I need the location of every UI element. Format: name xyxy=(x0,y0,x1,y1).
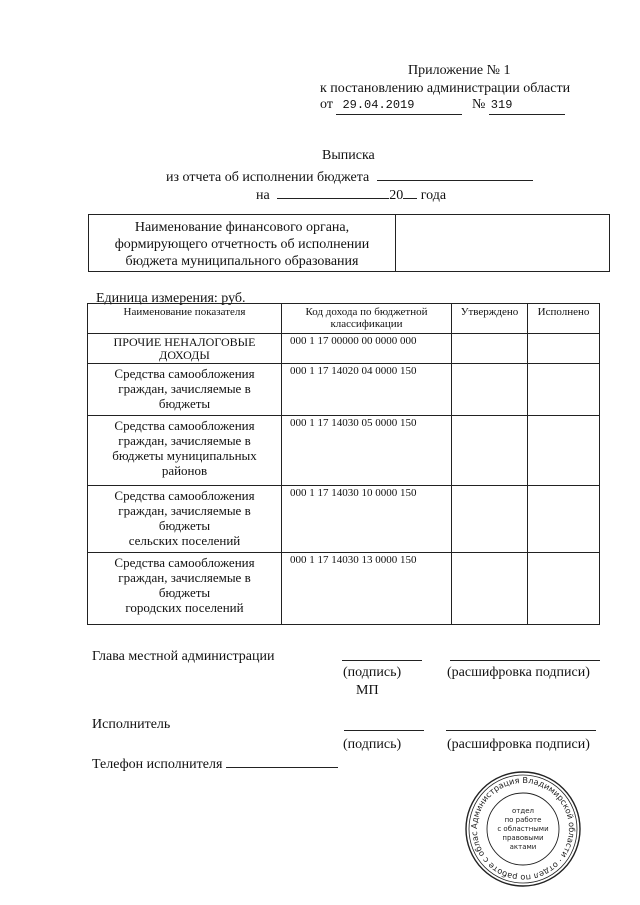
stamp-center-line: по работе xyxy=(504,816,542,824)
year-prefix: 20 xyxy=(389,188,404,203)
finance-organ-label-3: бюджета муниципального образования xyxy=(125,254,359,269)
row-name-line: ДОХОДЫ xyxy=(159,348,210,362)
stamp-svg xyxy=(464,770,582,888)
executor-decoding-hint: (расшифровка подписи) xyxy=(447,737,590,752)
row-name xyxy=(88,364,282,416)
executor-decoding-line xyxy=(446,730,596,731)
number-label: № xyxy=(471,97,486,112)
header-code-line1: Код дохода по бюджетной xyxy=(305,306,428,318)
row-approved xyxy=(452,553,528,625)
executor-signature-line xyxy=(344,730,424,731)
row-name-line: районов xyxy=(161,463,208,478)
row-code: 000 1 17 00000 00 0000 000 xyxy=(282,334,452,364)
budget-name-blank xyxy=(377,166,533,181)
row-name-line: Средства самообложения xyxy=(114,366,255,381)
stamp-center-line: правовыми xyxy=(502,834,544,842)
stamp-ring-text: Администрация Владимирской области · отдел по работе с облас xyxy=(468,774,578,884)
head-label: Глава местной администрации xyxy=(92,649,275,664)
extract-date xyxy=(256,184,446,204)
row-executed xyxy=(528,553,600,625)
extract-subtitle-text: из отчета об исполнении бюджета xyxy=(166,170,370,185)
row-name-line: Средства самообложения xyxy=(114,555,255,570)
year-label: года xyxy=(420,188,447,203)
row-name-line: сельских поселений xyxy=(128,533,241,548)
row-approved xyxy=(452,416,528,486)
executor-label: Исполнитель xyxy=(92,717,171,732)
row-name-line: городских поселений xyxy=(125,600,244,615)
phone-label: Телефон исполнителя xyxy=(92,757,223,772)
row-name xyxy=(88,416,282,486)
header-code-line2: классификации xyxy=(330,318,403,330)
decree-number: 319 xyxy=(489,97,565,115)
decree-date: 29.04.2019 xyxy=(336,97,462,115)
table-row xyxy=(88,416,600,486)
row-name-line: граждан, зачисляемые в xyxy=(118,503,251,518)
executor-signature-hint: (подпись) xyxy=(343,737,402,752)
table-row xyxy=(88,486,600,553)
stamp-center-line: актами xyxy=(509,843,537,851)
header-approved: Утверждено xyxy=(452,304,528,334)
stamp-center-line: отдел xyxy=(512,807,534,815)
finance-organ-label-2: формирующего отчетность об исполнении xyxy=(114,237,370,252)
date-blank xyxy=(277,184,389,199)
row-approved xyxy=(452,364,528,416)
row-name-line: бюджеты xyxy=(158,396,211,411)
on-label: на xyxy=(256,188,270,203)
header-name: Наименование показателя xyxy=(88,304,282,334)
header-code xyxy=(282,304,452,334)
row-name xyxy=(88,553,282,625)
row-executed xyxy=(528,364,600,416)
decree-date-number xyxy=(320,96,565,115)
finance-organ-label-1: Наименование финансового органа, xyxy=(134,220,350,235)
row-approved xyxy=(452,486,528,553)
row-name xyxy=(88,334,282,364)
row-name-line: бюджеты xyxy=(158,585,211,600)
table-row xyxy=(88,364,600,416)
row-name-line: граждан, зачисляемые в xyxy=(118,570,251,585)
year-blank xyxy=(403,184,417,199)
extract-title: Выписка xyxy=(322,148,375,163)
units-label: Единица измерения: руб. xyxy=(96,291,246,306)
row-code: 000 1 17 14030 10 0000 150 xyxy=(282,486,452,553)
row-executed xyxy=(528,486,600,553)
extract-subtitle xyxy=(166,166,533,186)
stamp-center-line: с областными xyxy=(497,825,549,833)
head-signature-hint: (подпись) xyxy=(343,665,402,680)
head-decoding-line xyxy=(450,660,600,661)
finance-organ-table xyxy=(88,214,610,272)
phone-row xyxy=(92,753,338,773)
finance-organ-label-cell xyxy=(89,215,396,271)
row-code: 000 1 17 14030 05 0000 150 xyxy=(282,416,452,486)
row-name xyxy=(88,486,282,553)
decree-label: к постановлению администрации области xyxy=(320,81,571,96)
row-name-line: ПРОЧИЕ НЕНАЛОГОВЫЕ xyxy=(113,335,256,349)
row-code: 000 1 17 14030 13 0000 150 xyxy=(282,553,452,625)
row-name-line: граждан, зачисляемые в xyxy=(118,381,251,396)
table-row xyxy=(88,553,600,625)
official-stamp xyxy=(464,770,582,888)
row-approved xyxy=(452,334,528,364)
appendix-label: Приложение № 1 xyxy=(408,63,511,78)
income-table xyxy=(87,303,600,625)
row-name-line: бюджеты xyxy=(158,518,211,533)
row-name-line: Средства самообложения xyxy=(114,488,255,503)
row-name-line: граждан, зачисляемые в xyxy=(118,433,251,448)
table-row xyxy=(88,334,600,364)
table-header-row xyxy=(88,304,600,334)
row-executed xyxy=(528,334,600,364)
seal-label: МП xyxy=(356,683,379,698)
from-label: от xyxy=(320,97,333,112)
head-decoding-hint: (расшифровка подписи) xyxy=(447,665,590,680)
row-name-line: Средства самообложения xyxy=(114,418,255,433)
head-signature-line xyxy=(342,660,422,661)
row-code: 000 1 17 14020 04 0000 150 xyxy=(282,364,452,416)
row-executed xyxy=(528,416,600,486)
row-name-line: бюджеты муниципальных xyxy=(112,448,257,463)
phone-blank xyxy=(226,753,338,768)
header-executed: Исполнено xyxy=(528,304,600,334)
